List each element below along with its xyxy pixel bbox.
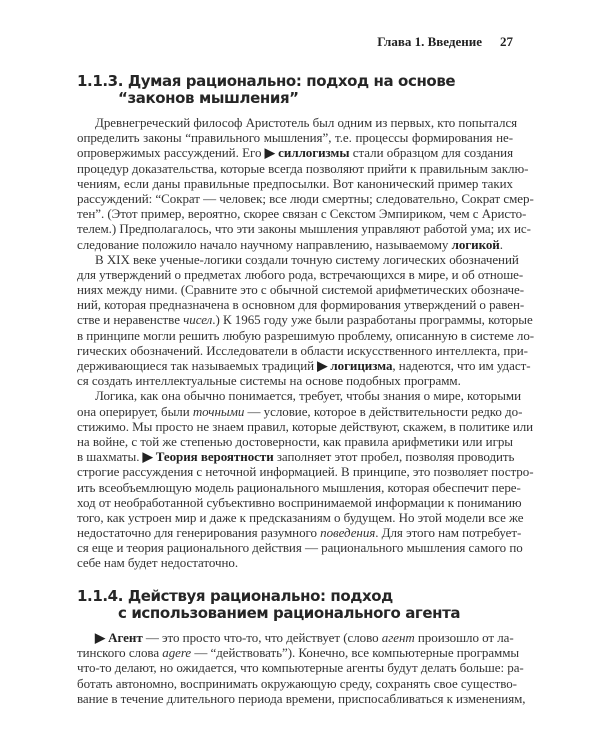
text-run: гических обозначений. Исследователи в области искусственного интеллекта, при- [77,342,528,358]
section-1-1-4-body [77,630,526,706]
text-run: следование положило начало научному направлению, называемому [77,236,452,252]
paragraph [77,115,534,252]
text-run: ить всеобъемлющую модель рационального мышления, которая обеспечит пере- [77,479,521,495]
section-1-1-3-body [77,115,535,571]
bold-term: логикой [451,236,500,252]
text-run: стижимо. Мы просто не знаем правил, которые действуют, скажем, в политике или [77,418,534,434]
text-run: Логика, как она обычно понимается, требует, чтобы знания о мире, которыми [95,388,521,404]
text-line [77,509,524,525]
bold-term: ▶ силлогизмы [264,145,350,161]
text-run: она оперирует, были [77,403,193,419]
text-run: В XIX веке ученые-логики создали точную систему логических обозначений [95,251,519,267]
running-header [0,34,513,50]
paragraph [77,388,534,571]
text-run: строгие рассуждения с неточной информацией. В принципе, это позволяет постро- [77,464,534,480]
paragraph [77,251,535,389]
text-line [77,388,521,404]
heading-line: 1.1.3. Думая рационально: подход на основе [77,72,456,90]
section-heading-1-1-3 [77,73,455,107]
text-line [77,282,525,298]
text-run: .) К 1965 году уже были разработаны программы, которые [212,312,533,328]
text-run: заполняет этот пробел, позволяя проводить [273,449,515,465]
text-run: себе нам будет недостаточно. [77,555,239,571]
bold-term: ▶ логицизма [317,358,393,373]
text-line [77,237,513,252]
text-run: Древнегреческий философ Аристотель был одним из первых, кто попытался [95,115,518,130]
text-line [77,358,531,373]
text-run: в шахматы. [77,449,143,465]
text-run: держивающиеся так называемых традиций [77,358,318,373]
text-line [77,540,523,556]
text-line [77,630,513,645]
chapter-title: Глава 1. Введение [377,34,482,49]
text-run: для утверждений о предметах любого рода, встречающихся в мире, и об отноше- [77,266,524,282]
text-line [77,418,534,434]
page-number: 27 [500,34,513,49]
text-run: вание в течение длительного периода времени, приспосабливаться к изменениям, [77,690,526,706]
text-line [77,675,517,691]
text-line [77,494,522,510]
text-run: — это просто что-то, что действует (слово [142,630,382,645]
text-run: того, как устроен мир и даже к предсказаниям о будущем. Но этой модели все же [77,509,524,525]
text-run: ся создать интеллектуальные системы на основе подобных программ. [77,373,461,389]
bold-term: ▶ Агент [95,630,143,645]
section-heading-1-1-4 [77,588,460,622]
text-run: на войне, с той же степенью достоверности, как правила арифметики или игры [77,433,513,449]
text-line [77,115,518,130]
text-line [77,525,522,541]
text-line [77,206,527,222]
text-line [77,403,523,419]
text-line [77,449,513,464]
text-line [77,660,524,676]
text-line [77,130,513,145]
text-run: тинского слова [77,645,163,661]
italic-term: точными [192,403,245,419]
text-line [77,555,513,570]
text-run: недостаточно для генерирования разумного [77,525,321,541]
text-run: стали образцом для создания [349,145,514,161]
text-run: определить законы “правильного мышления”, т.е. процессы формирования не- [77,130,513,146]
text-line [77,190,534,206]
italic-term: agere [162,645,192,661]
text-run: чениям, если даны правильные предпосылки. Вот канонический пример таких [77,175,513,191]
text-line [77,297,525,313]
text-line [77,327,535,343]
text-run: , надеются, что им удаст- [392,358,531,373]
text-run: ботать автономно, воспринимать окружающую среду, сохранять свое существо- [77,675,517,691]
text-line [77,160,529,176]
italic-term: поведения [320,525,376,541]
text-run: ний, которая предназначена в основном для формирования утверждений о равен- [77,297,525,313]
text-run: ниях между ними. (Сравните это с обычной системой арифметических обозначе- [77,282,525,298]
heading-line: 1.1.4. Действуя рационально: подход [77,587,393,605]
text-run: произошло от ла- [414,630,514,645]
text-run: ся еще и теория рационального действия — рационального мышления самого по [77,540,523,556]
text-line [77,251,519,267]
text-line [77,479,521,495]
text-line [77,145,513,160]
text-run: стве и неравенстве [77,312,184,328]
text-run: ход от необработанной субъективно воспринимаемой информации к пониманию [77,494,522,510]
text-run: в принципе могли решить любую разрешимую проблему, описанную в системе ло- [77,327,535,343]
text-run: что-то делают, но ожидается, что компьютерные агенты будут делать больше: ра- [77,660,524,676]
text-run: опровержимых рассуждений. Его [77,145,265,161]
text-line [77,690,526,706]
text-run: процедур доказательства, которые всегда позволяют прийти к правильным заклю- [77,160,529,176]
text-run: . Для этого нам потребует- [375,525,522,541]
text-line [77,434,513,449]
text-line [77,645,520,661]
text-run: — “действовать”). Конечно, все компьютерные программы [191,645,520,661]
text-line [77,266,524,282]
text-run: тен”. (Этот пример, вероятно, скорее связан с Секстом Эмпириком, чем с Аристо- [77,206,527,222]
text-run: рассуждений: “Сократ — человек; все люди смертны; следовательно, Сократ смер- [77,190,534,206]
text-run: — условие, которое в действительности редко до- [244,403,523,419]
text-line [77,312,533,328]
bold-term: ▶ Теория вероятности [142,449,274,465]
text-line [77,221,531,237]
text-line [77,342,528,358]
paragraph [77,630,526,706]
italic-term: чисел [183,312,213,328]
heading-line: “законов мышления” [118,89,299,107]
heading-line: с использованием рационального агента [118,604,461,622]
text-line [77,373,513,388]
text-line [77,464,534,480]
text-line [77,176,513,191]
text-run: телем.) Предполагалось, что эти законы мышления управляют работой ума; их ис- [77,221,531,237]
italic-term: агент [381,630,415,645]
text-run: . [499,236,503,252]
